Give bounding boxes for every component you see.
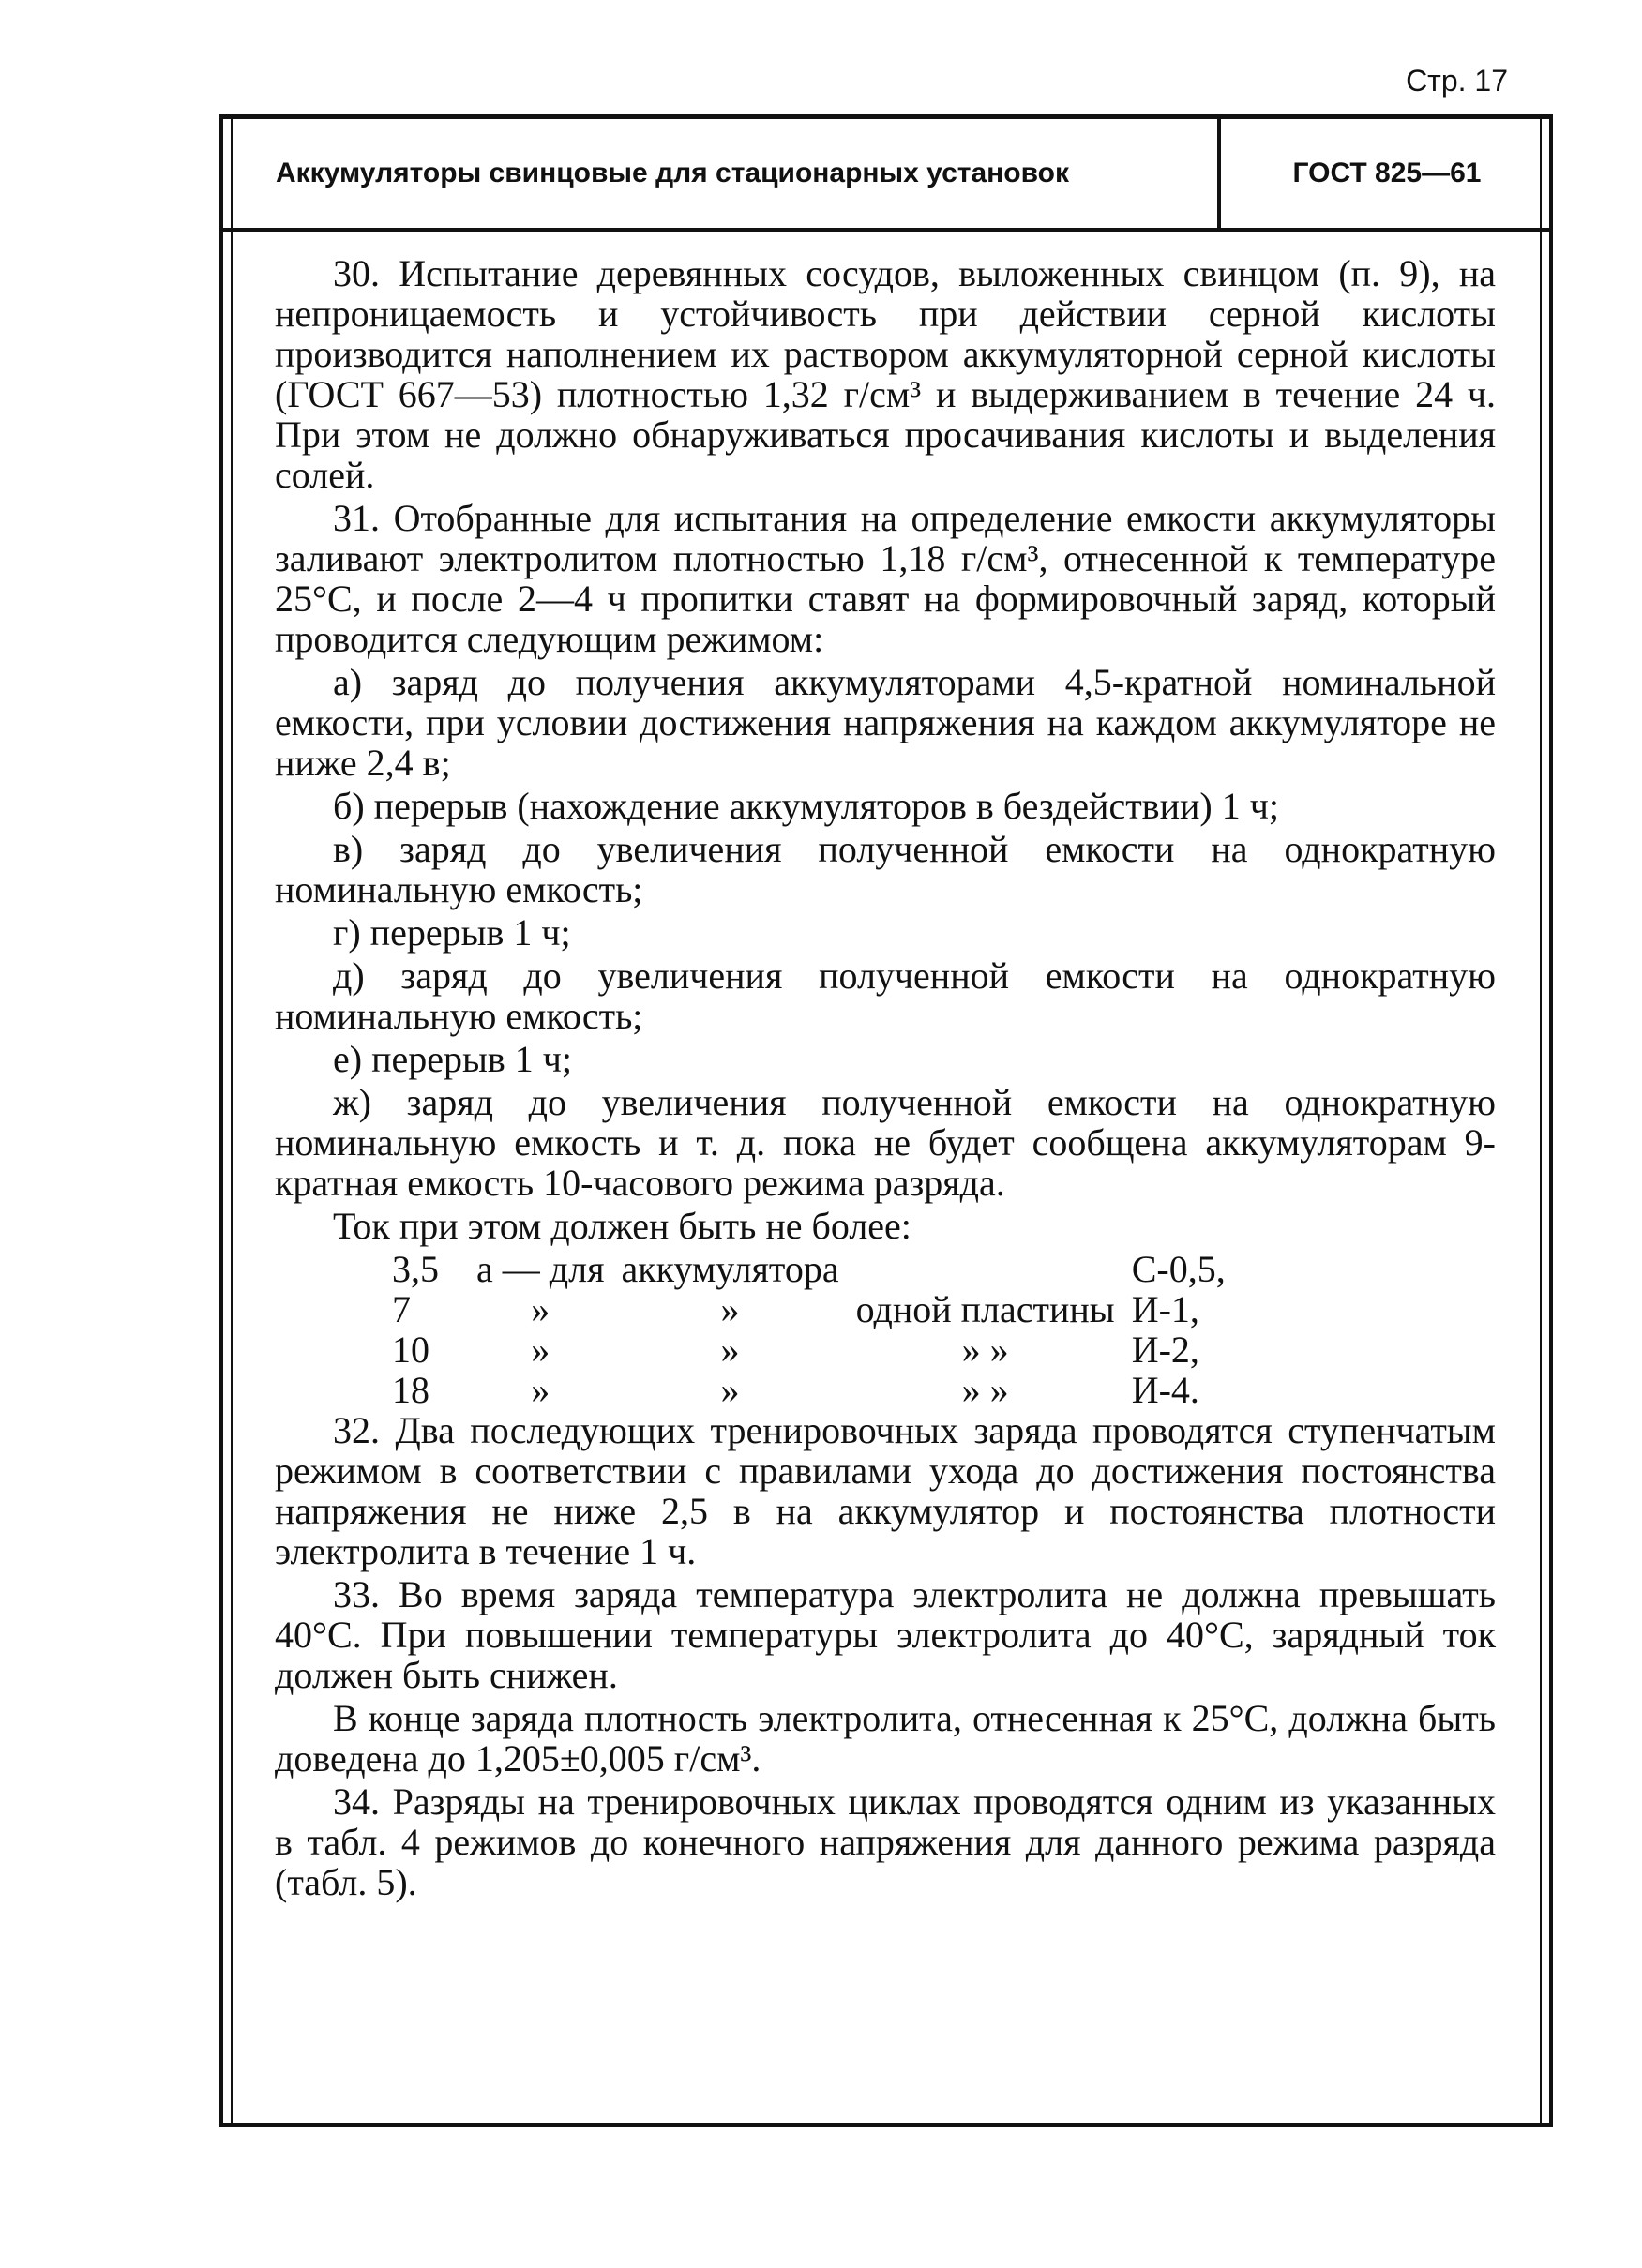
paragraph-30: 30. Испытание деревянных сосудов, выложенных свинцом (п. 9), на непроницаемость и устойчивость при действии серной кислоты производится наполнением их раствором аккумуляторной серной кислоты (ГОСТ 667—53) плотностью 1,32 г/см³ и выдерживанием в течение 24 ч. При этом не должно обнаруживаться просачивания кислоты и выделения солей. [275,252,1496,496]
cell-model: И-1, [1131,1288,1199,1330]
current-value: 10 [392,1329,429,1371]
list-item-d: д) заряд до увеличения полученной емкости на однократную номинальную емкость; [275,954,1496,1037]
document-header [219,114,1553,232]
table-row [392,1370,1243,1410]
document-body [275,253,1496,1905]
current-intro: Ток при этом должен быть не более: [333,1205,911,1247]
cell-model: С-0,5, [1131,1248,1226,1290]
paragraph-34: 34. Разряды на тренировочных циклах проводятся одним из указанных в табл. 4 режимов до конечного напряжения для данного режима разряда (табл. 5). [275,1780,1496,1903]
header-title: Аккумуляторы свинцовые для стационарных установок [219,119,1221,228]
current-value: 7 [392,1288,411,1330]
cell-object: » [720,1329,740,1371]
cell-plate [856,1249,1132,1289]
current-value: 18 [392,1369,429,1411]
list-item-g: г) перерыв 1 ч; [333,911,571,954]
table-row [392,1249,1243,1289]
list-item-v: в) заряд до увеличения полученной емкости на однократную номинальную емкость; [275,828,1496,910]
page-number: Стр. 17 [1406,64,1508,98]
list-item-b: б) перерыв (нахождение аккумуляторов в бездействии) 1 ч; [333,785,1279,827]
current-limits-table [392,1249,1243,1410]
paragraph-31: 31. Отобранные для испытания на определение емкости аккумуляторы заливают электролитом плотностью 1,18 г/см³, отнесенной к температуре 25°С, и после 2—4 ч пропитки ставят на формировочный заряд, который проводится следующим режимом: [275,497,1496,660]
list-item-zh: ж) заряд до увеличения полученной емкости на однократную номинальную емкость и т. д. пока не будет сообщена аккумуляторам 9-кратная емкость 10-часового режима разряда. [275,1081,1496,1204]
cell-model: И-2, [1131,1329,1199,1371]
current-value: 3,5 [392,1248,439,1290]
cell-object: » [720,1288,740,1330]
frame-right-border [1549,114,1553,2126]
cell-object: аккумулятора [621,1248,839,1290]
frame-left-inner-border [231,114,233,2126]
list-item-a: а) заряд до получения аккумуляторами 4,5-кратной номинальной емкости, при условии достижения напряжения на каждом аккумуляторе не ниже 2,4 в; [275,661,1496,784]
cell-plate: одной пластины [855,1288,1115,1330]
paragraph-32: 32. Два последующих тренировочных заряда проводятся ступенчатым режимом в соответствии с правилами ухода до достижения постоянства напряжения не ниже 2,5 в на аккумулятор и постоянства плотности электролита в течение 1 ч. [275,1409,1496,1572]
cell-object: » [720,1369,740,1411]
cell-model: И-4. [1131,1369,1199,1411]
cell-plate: » » [961,1369,1009,1411]
frame-right-inner-border [1540,114,1542,2126]
paragraph-33-density: В конце заряда плотность электролита, отнесенная к 25°С, должна быть доведена до 1,205±0,005 г/см³. [275,1697,1496,1780]
cell-for: » [531,1329,550,1371]
charge-steps-list [275,662,1496,1203]
cell-plate: » » [961,1329,1009,1371]
table-row [392,1329,1243,1370]
list-item-e: е) перерыв 1 ч; [333,1038,572,1080]
cell-for: » [531,1369,550,1411]
table-row [392,1289,1243,1329]
frame-bottom-border [219,2123,1553,2127]
paragraph-33: 33. Во время заряда температура электролита не должна превышать 40°С. При повышении температуры электролита до 40°С, зарядный ток должен быть снижен. [275,1573,1496,1696]
cell-for: а — для [476,1248,605,1290]
frame-left-border [219,114,223,2126]
cell-for: » [531,1288,550,1330]
header-gost-number: ГОСТ 825—61 [1292,158,1482,188]
